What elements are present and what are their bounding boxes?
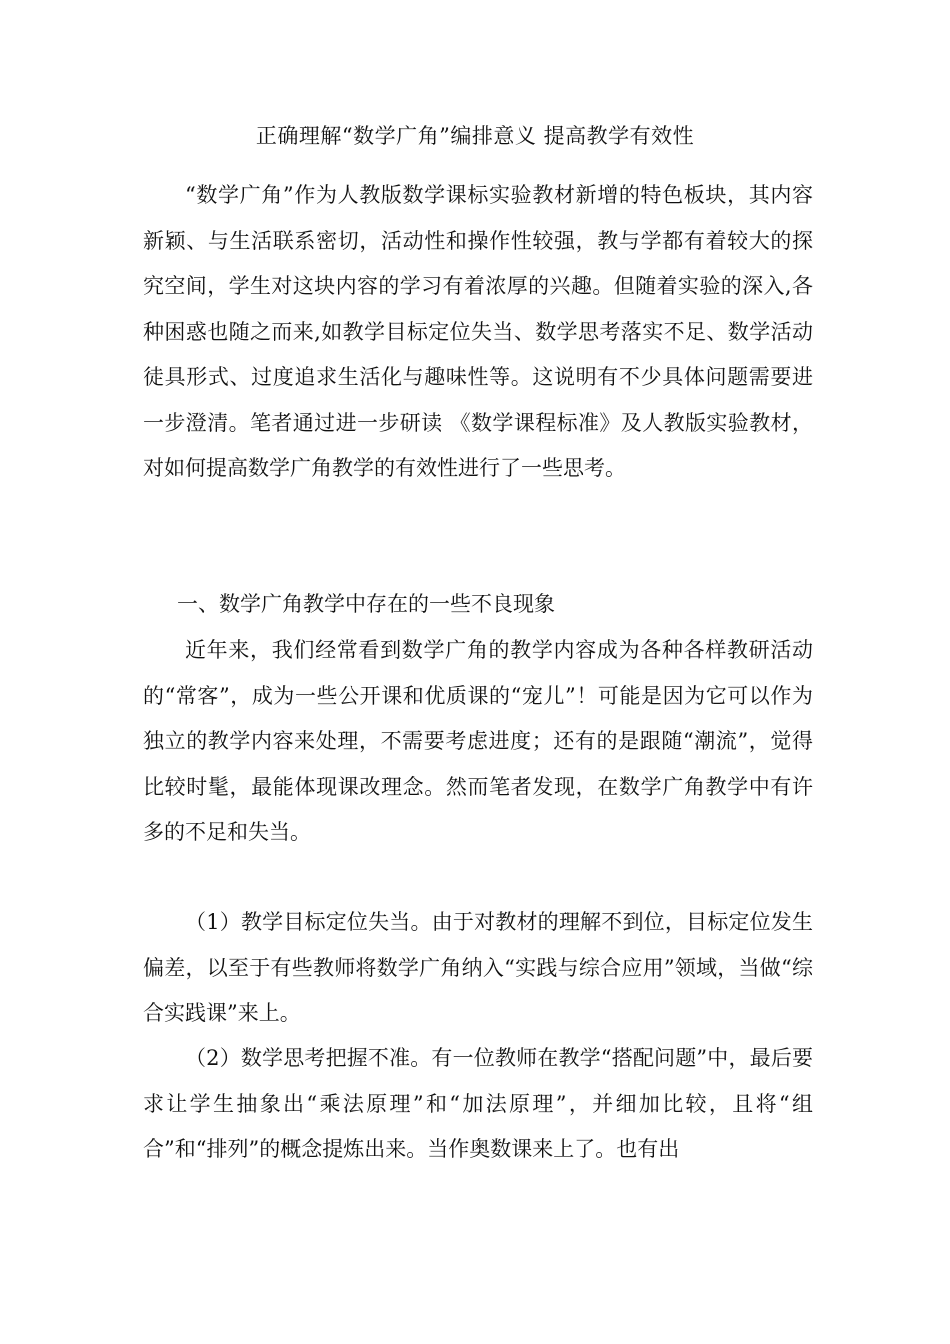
- intro-paragraph: “数学广角”作为人教版数学课标实验教材新增的特色板块，其内容新颖、与生活联系密切，活动性和操作性较强，教与学都有着较大的探究空间，学生对这块内容的学习有着浓厚的兴趣。但随着实验的深入,各种困惑也随之而来,如教学目标定位失当、数学思考落实不足、数学活动徒具形式、过度追求生活化与趣味性等。这说明有不少具体问题需要进一步澄清。笔者通过进一步研读 《数学课程标准》及人教版实验教材，对如何提高数学广角教学的有效性进行了一些思考。: [143, 183, 813, 480]
- section-heading: 一、数学广角教学中存在的一些不良现象: [177, 592, 555, 616]
- list-paragraph-2: （2）数学思考把握不准。有一位教师在教学“搭配问题”中，最后要求让学生抽象出“乘法原理”和“加法原理”，并细加比较，且将“组合”和“排列”的概念提炼出来。当作奥数课来上了。也有出: [143, 1046, 813, 1161]
- document-title: 正确理解“数学广角”编排意义 提高教学有效性: [255, 124, 695, 148]
- body-paragraph: 近年来，我们经常看到数学广角的教学内容成为各种各样教研活动的“常客”，成为一些公开课和优质课的“宠儿”！可能是因为它可以作为独立的教学内容来处理，不需要考虑进度；还有的是跟随“潮流”，觉得比较时髦，最能体现课改理念。然而笔者发现，在数学广角教学中有许多的不足和失当。: [143, 638, 813, 844]
- list-paragraph-1: （1）教学目标定位失当。由于对教材的理解不到位，目标定位发生偏差，以至于有些教师将数学广角纳入“实践与综合应用”领域，当做“综合实践课”来上。: [143, 910, 813, 1025]
